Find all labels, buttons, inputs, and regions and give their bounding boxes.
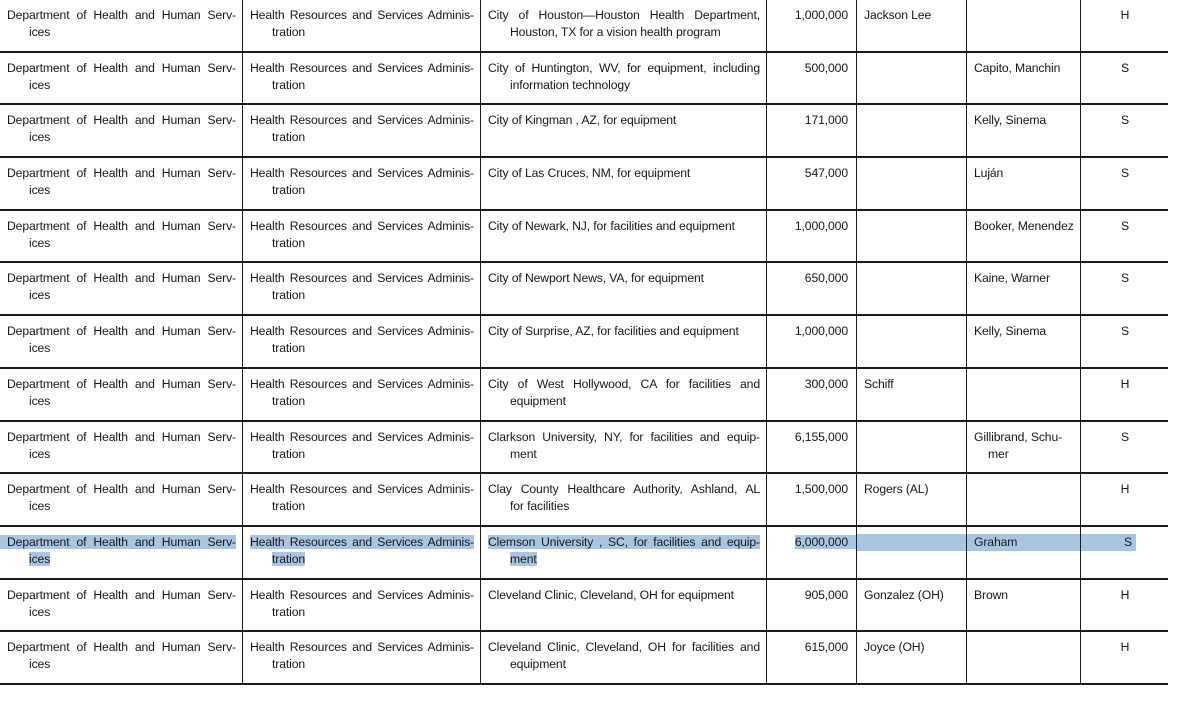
- senate-text: Kelly, Sinema: [974, 324, 1047, 339]
- senate-cell: [967, 0, 1081, 51]
- table-row[interactable]: [0, 474, 1168, 527]
- table-row[interactable]: [0, 158, 1168, 211]
- origin-cell: [1081, 53, 1168, 104]
- agency-cell: [0, 105, 243, 156]
- house-cell: [857, 527, 967, 578]
- amount-text: 171,000: [804, 113, 848, 128]
- subagency-text: tration: [272, 341, 306, 356]
- agency-text: ices: [29, 604, 51, 619]
- amount-text: 1,000,000: [794, 218, 848, 233]
- subagency-text: tration: [272, 446, 306, 461]
- senate-cell: [967, 422, 1081, 473]
- origin-text: H: [1120, 640, 1130, 655]
- subagency-cell: [243, 580, 481, 631]
- selection-highlight-band: [857, 534, 966, 551]
- subagency-text: Health Resources and Services Adminis-: [250, 113, 474, 128]
- table-row[interactable]: [0, 0, 1168, 53]
- amount-cell: [767, 105, 857, 156]
- table-row[interactable]: [0, 53, 1168, 106]
- subagency-text: tration: [272, 551, 306, 566]
- subagency-text: tration: [272, 183, 306, 198]
- agency-text: Department of Health and Human Serv-: [7, 271, 236, 286]
- subagency-text: tration: [272, 499, 306, 514]
- agency-text: ices: [29, 657, 51, 672]
- agency-text: Department of Health and Human Serv-: [7, 534, 236, 549]
- table-row[interactable]: [0, 105, 1168, 158]
- origin-text: S: [1123, 534, 1132, 549]
- origin-cell: [1081, 527, 1168, 578]
- agency-text: ices: [29, 551, 51, 566]
- origin-text: S: [1120, 166, 1129, 181]
- subagency-cell: [243, 211, 481, 262]
- subagency-text: tration: [272, 130, 306, 145]
- project-text: City of Houston—Houston Health Department,: [488, 8, 760, 22]
- project-cell: [481, 211, 767, 262]
- subagency-cell: [243, 263, 481, 314]
- agency-cell: [0, 369, 243, 420]
- agency-text: Department of Health and Human Serv-: [7, 429, 236, 444]
- amount-cell: [767, 263, 857, 314]
- project-cell: [481, 53, 767, 104]
- origin-cell: [1081, 422, 1168, 473]
- house-cell: [857, 0, 967, 51]
- subagency-cell: [243, 632, 481, 683]
- origin-cell: [1081, 316, 1168, 367]
- table-row[interactable]: [0, 580, 1168, 633]
- agency-text: ices: [29, 446, 51, 461]
- project-cell: [481, 158, 767, 209]
- house-cell: [857, 369, 967, 420]
- amount-cell: [767, 0, 857, 51]
- house-text: Gonzalez (OH): [864, 587, 944, 602]
- project-text: equipment: [510, 657, 566, 672]
- senate-text: Luján: [974, 166, 1004, 181]
- amount-text: 500,000: [804, 60, 848, 75]
- subagency-text: Health Resources and Services Adminis-: [250, 482, 474, 497]
- agency-text: ices: [29, 25, 51, 39]
- project-text: Cleveland Clinic, Cleveland, OH for facilities and: [488, 640, 760, 655]
- amount-text: 615,000: [804, 640, 848, 655]
- project-text: ment: [510, 551, 537, 566]
- table-row[interactable]: [0, 263, 1168, 316]
- agency-cell: [0, 527, 243, 578]
- senate-cell: [967, 211, 1081, 262]
- subagency-text: tration: [272, 393, 306, 408]
- senate-cell: [967, 369, 1081, 420]
- subagency-text: Health Resources and Services Adminis-: [250, 429, 474, 444]
- subagency-text: Health Resources and Services Adminis-: [250, 8, 474, 22]
- house-cell: [857, 474, 967, 525]
- amount-text: 547,000: [804, 166, 848, 181]
- project-cell: [481, 632, 767, 683]
- agency-text: ices: [29, 235, 51, 250]
- amount-cell: [767, 211, 857, 262]
- amount-text: 1,000,000: [794, 8, 848, 22]
- agency-cell: [0, 263, 243, 314]
- amount-cell: [767, 474, 857, 525]
- agency-text: ices: [29, 341, 51, 356]
- origin-text: S: [1120, 60, 1129, 75]
- table-row[interactable]: [0, 422, 1168, 475]
- project-cell: [481, 316, 767, 367]
- agency-text: Department of Health and Human Serv-: [7, 587, 236, 602]
- origin-text: S: [1120, 218, 1129, 233]
- origin-cell: [1081, 0, 1168, 51]
- origin-cell: [1081, 369, 1168, 420]
- agency-text: Department of Health and Human Serv-: [7, 8, 236, 22]
- house-cell: [857, 580, 967, 631]
- project-text: information technology: [510, 77, 630, 92]
- origin-cell: [1081, 158, 1168, 209]
- agency-text: ices: [29, 130, 51, 145]
- senate-text: mer: [988, 446, 1009, 461]
- table-row[interactable]: [0, 316, 1168, 369]
- origin-text: H: [1120, 587, 1130, 602]
- subagency-cell: [243, 422, 481, 473]
- senate-text: Gillibrand, Schu-: [974, 429, 1063, 444]
- agency-text: Department of Health and Human Serv-: [7, 640, 236, 655]
- origin-text: S: [1120, 113, 1129, 128]
- agency-text: ices: [29, 393, 51, 408]
- origin-cell: [1081, 263, 1168, 314]
- agency-text: ices: [29, 183, 51, 198]
- subagency-text: tration: [272, 235, 306, 250]
- senate-cell: [967, 263, 1081, 314]
- table-row[interactable]: [0, 369, 1168, 422]
- subagency-cell: [243, 53, 481, 104]
- project-text: City of Kingman , AZ, for equipment: [488, 113, 677, 128]
- project-cell: [481, 105, 767, 156]
- house-text: Joyce (OH): [864, 640, 925, 655]
- project-cell: [481, 580, 767, 631]
- project-text: City of Huntington, WV, for equipment, including: [488, 60, 760, 75]
- house-cell: [857, 632, 967, 683]
- amount-text: 300,000: [804, 376, 848, 391]
- subagency-text: tration: [272, 25, 306, 39]
- senate-text: Kelly, Sinema: [974, 113, 1047, 128]
- origin-text: H: [1120, 376, 1130, 391]
- project-text: Clarkson University, NY, for facilities and equip-: [488, 429, 760, 444]
- subagency-text: tration: [272, 604, 306, 619]
- amount-cell: [767, 422, 857, 473]
- origin-cell: [1081, 632, 1168, 683]
- amount-cell: [767, 580, 857, 631]
- house-text: Schiff: [864, 376, 894, 391]
- project-text: City of Las Cruces, NM, for equipment: [488, 166, 691, 181]
- project-cell: [481, 0, 767, 51]
- project-cell: [481, 527, 767, 578]
- senate-cell: [967, 632, 1081, 683]
- subagency-text: tration: [272, 288, 306, 303]
- agency-cell: [0, 0, 243, 51]
- subagency-text: tration: [272, 657, 306, 672]
- subagency-text: Health Resources and Services Adminis-: [250, 640, 474, 655]
- project-cell: [481, 369, 767, 420]
- project-text: equipment: [510, 393, 566, 408]
- subagency-cell: [243, 316, 481, 367]
- senate-cell: [967, 316, 1081, 367]
- senate-cell: [967, 53, 1081, 104]
- house-cell: [857, 105, 967, 156]
- house-text: Rogers (AL): [864, 482, 929, 497]
- agency-text: Department of Health and Human Serv-: [7, 166, 236, 181]
- project-text: ment: [510, 446, 537, 461]
- amount-text: 6,000,000: [794, 534, 848, 549]
- subagency-text: Health Resources and Services Adminis-: [250, 166, 474, 181]
- agency-text: ices: [29, 77, 51, 92]
- agency-cell: [0, 474, 243, 525]
- amount-text: 650,000: [804, 271, 848, 286]
- senate-cell: [967, 527, 1081, 578]
- subagency-text: Health Resources and Services Adminis-: [250, 376, 474, 391]
- subagency-cell: [243, 474, 481, 525]
- amount-cell: [767, 527, 857, 578]
- project-text: Clemson University , SC, for facilities and equip-: [488, 534, 760, 549]
- agency-cell: [0, 632, 243, 683]
- house-cell: [857, 263, 967, 314]
- house-cell: [857, 422, 967, 473]
- subagency-text: Health Resources and Services Adminis-: [250, 60, 474, 75]
- senate-cell: [967, 580, 1081, 631]
- project-text: Houston, TX for a vision health program: [510, 25, 721, 39]
- agency-text: ices: [29, 499, 51, 514]
- agency-text: Department of Health and Human Serv-: [7, 376, 236, 391]
- agency-cell: [0, 422, 243, 473]
- senate-text: Kaine, Warner: [974, 271, 1050, 286]
- project-text: City of Newark, NJ, for facilities and equipment: [488, 218, 735, 233]
- house-cell: [857, 158, 967, 209]
- amount-text: 1,500,000: [794, 482, 848, 497]
- subagency-text: Health Resources and Services Adminis-: [250, 534, 474, 549]
- amount-text: 6,155,000: [794, 429, 848, 444]
- table-row[interactable]: [0, 632, 1168, 685]
- project-cell: [481, 263, 767, 314]
- house-cell: [857, 211, 967, 262]
- senate-cell: [967, 105, 1081, 156]
- subagency-cell: [243, 527, 481, 578]
- senate-text: Capito, Manchin: [974, 60, 1061, 75]
- agency-text: Department of Health and Human Serv-: [7, 218, 236, 233]
- amount-cell: [767, 53, 857, 104]
- agency-cell: [0, 53, 243, 104]
- house-text: Jackson Lee: [864, 8, 932, 22]
- agency-text: Department of Health and Human Serv-: [7, 482, 236, 497]
- project-text: City of Surprise, AZ, for facilities and equipment: [488, 324, 739, 339]
- senate-text: Graham: [974, 534, 1018, 549]
- senate-cell: [967, 474, 1081, 525]
- project-text: for facilities: [510, 499, 570, 514]
- agency-text: ices: [29, 288, 51, 303]
- senate-text: Brown: [974, 587, 1008, 602]
- origin-text: H: [1120, 8, 1130, 22]
- house-cell: [857, 53, 967, 104]
- origin-text: H: [1120, 482, 1130, 497]
- origin-cell: [1081, 211, 1168, 262]
- senate-text: Booker, Menendez: [974, 218, 1074, 233]
- agency-cell: [0, 580, 243, 631]
- origin-text: S: [1120, 271, 1129, 286]
- project-text: Clay County Healthcare Authority, Ashland, AL: [488, 482, 760, 497]
- subagency-text: tration: [272, 77, 306, 92]
- subagency-text: Health Resources and Services Adminis-: [250, 324, 474, 339]
- origin-cell: [1081, 105, 1168, 156]
- subagency-cell: [243, 105, 481, 156]
- origin-cell: [1081, 474, 1168, 525]
- project-cell: [481, 474, 767, 525]
- project-cell: [481, 422, 767, 473]
- agency-text: Department of Health and Human Serv-: [7, 113, 236, 128]
- project-text: Cleveland Clinic, Cleveland, OH for equipment: [488, 587, 734, 602]
- amount-cell: [767, 158, 857, 209]
- table-row[interactable]: [0, 211, 1168, 264]
- origin-cell: [1081, 580, 1168, 631]
- subagency-text: Health Resources and Services Adminis-: [250, 271, 474, 286]
- agency-text: Department of Health and Human Serv-: [7, 324, 236, 339]
- subagency-text: Health Resources and Services Adminis-: [250, 218, 474, 233]
- agency-cell: [0, 211, 243, 262]
- project-text: City of Newport News, VA, for equipment: [488, 271, 704, 286]
- senate-cell: [967, 158, 1081, 209]
- table-row[interactable]: [0, 527, 1168, 580]
- amount-text: 1,000,000: [794, 324, 848, 339]
- project-text: City of West Hollywood, CA for facilities and: [488, 376, 760, 391]
- subagency-cell: [243, 369, 481, 420]
- amount-cell: [767, 632, 857, 683]
- agency-cell: [0, 316, 243, 367]
- amount-cell: [767, 316, 857, 367]
- amount-cell: [767, 369, 857, 420]
- subagency-cell: [243, 158, 481, 209]
- subagency-cell: [243, 0, 481, 51]
- house-cell: [857, 316, 967, 367]
- subagency-text: Health Resources and Services Adminis-: [250, 587, 474, 602]
- origin-text: S: [1120, 429, 1129, 444]
- amount-text: 905,000: [804, 587, 848, 602]
- agency-text: Department of Health and Human Serv-: [7, 60, 236, 75]
- origin-text: S: [1120, 324, 1129, 339]
- agency-cell: [0, 158, 243, 209]
